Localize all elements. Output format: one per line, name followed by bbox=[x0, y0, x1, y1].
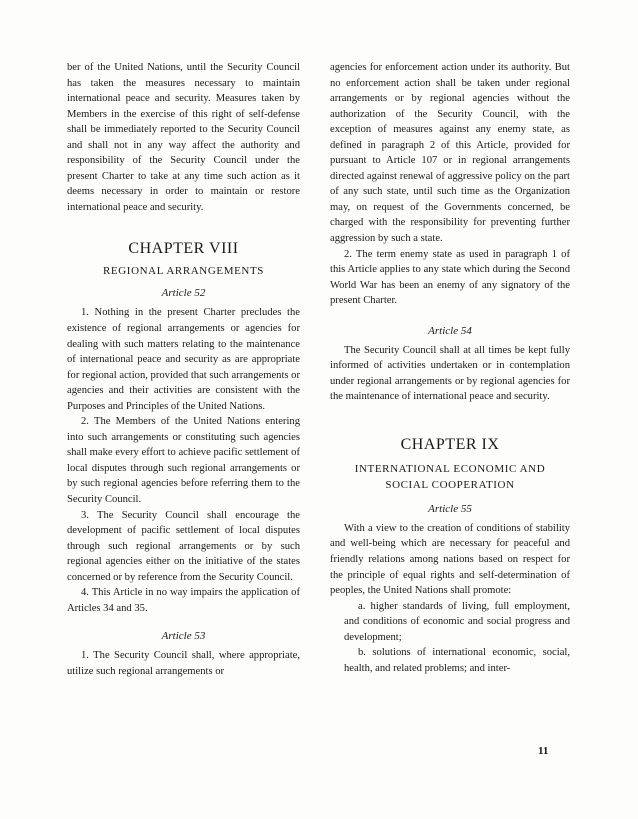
right-column bbox=[330, 60, 570, 676]
article-paragraph: 1. The Security Council shall, where appropriate, utilize such regional arrangements or bbox=[67, 650, 300, 677]
article-paragraph: 3. The Security Council shall encourage the development of pacific settlement of local disputes through such regional arrangements or by such regional agencies either on the initiative of the states concerned or by reference from the Security Council. bbox=[67, 509, 300, 583]
article-paragraph: 2. The Members of the United Nations entering into such arrangements or constituting such agencies shall make every effort to achieve pacific settlement of local disputes through such regional arrangements or by such regional agencies before referring them to the Security Council. bbox=[67, 416, 300, 506]
chapter-heading: CHAPTER VIII bbox=[128, 240, 239, 258]
article-paragraph: 4. This Article in no way impairs the application of Articles 34 and 35. bbox=[67, 587, 300, 614]
article-paragraph: 2. The term enemy state as used in paragraph 1 of this Article applies to any state which during the Second World War has been an enemy of any signatory of the present Charter. bbox=[330, 248, 570, 307]
chapter-heading: CHAPTER IX bbox=[400, 435, 500, 453]
chapter-subtitle: SOCIAL COOPERATION bbox=[385, 478, 515, 491]
left-column bbox=[67, 60, 300, 680]
article-heading: Article 54 bbox=[428, 324, 472, 337]
paragraph-continuation: agencies for enforcement action under its authority. But no enforcement action shall be taken under regional arrangements or by regional agencies without the authorization of the Security Council, with the exception of measures against any enemy state, as defined in paragraph 2 of this Article, provided for pursuant to Article 107 or in regional arrangements directed against renewal of aggressive policy on the part of any such state, until such time as the Organization may, on request of the Governments concerned, be charged with the responsibility for preventing further aggression by such a state. bbox=[330, 62, 570, 245]
article-subitem: a. higher standards of living, full employment, and conditions of economic and social progress and development; bbox=[344, 600, 570, 643]
article-paragraph: The Security Council shall at all times be kept fully informed of activities undertaken or in contemplation under regional arrangements or by regional agencies for the maintenance of international peace and security. bbox=[330, 344, 570, 403]
chapter-subtitle: INTERNATIONAL ECONOMIC AND bbox=[354, 462, 546, 475]
article-subitem: b. solutions of international economic, social, health, and related problems; and inter- bbox=[344, 647, 570, 674]
article-paragraph: With a view to the creation of conditions of stability and well-being which are necessary for peaceful and friendly relations among nations based on respect for the principle of equal rights and self-determination of peoples, the United Nations shall promote: bbox=[330, 522, 570, 597]
page-number: 11 bbox=[538, 745, 549, 757]
chapter-subtitle: REGIONAL ARRANGEMENTS bbox=[103, 265, 264, 278]
article-heading: Article 55 bbox=[428, 502, 472, 515]
paragraph-continuation: ber of the United Nations, until the Security Council has taken the measures necessary to maintain international peace and security. Measures taken by Members in the exercise of this right of self-defense shall be immediately reported to the Security Council and shall not in any way affect the authority and responsibility of the Security Council under the present Charter to take at any time such action as it deems necessary in order to maintain or restore international peace and security. bbox=[67, 62, 300, 213]
article-heading: Article 52 bbox=[161, 287, 206, 300]
article-heading: Article 53 bbox=[161, 630, 206, 643]
article-paragraph: 1. Nothing in the present Charter precludes the existence of regional arrangements or agencies for dealing with such matters relating to the maintenance of international peace and security as are appropriate for regional action, provided that such arrangements or agencies and their activities are consistent with the Purposes and Principles of the United Nations. bbox=[67, 307, 300, 412]
